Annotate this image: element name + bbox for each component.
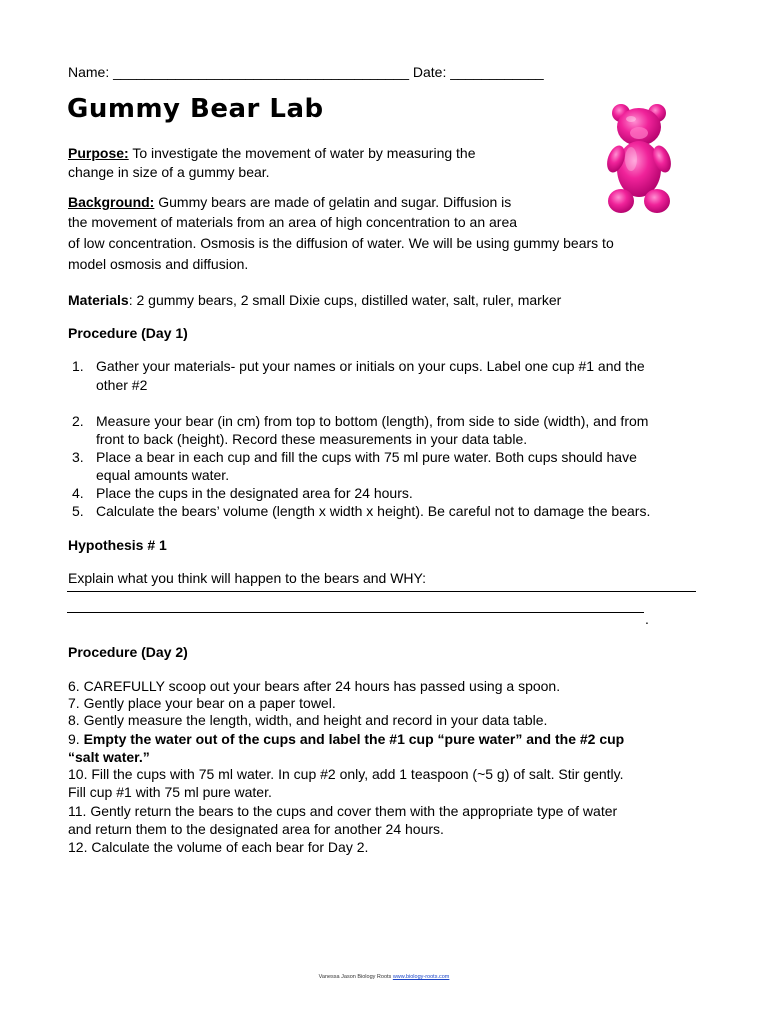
procedure2-step-9-cont: “salt water.” <box>68 749 150 765</box>
purpose-line-1 <box>68 144 476 162</box>
procedure2-step-12: 12. Calculate the volume of each bear for Day 2. <box>68 839 369 855</box>
purpose-text: To investigate the movement of water by measuring the <box>128 145 476 161</box>
footer-link[interactable]: www.biology-roots.com <box>392 974 450 980</box>
materials-line <box>68 291 561 309</box>
item-text: Place the cups in the designated area for 24 hours. <box>96 485 413 501</box>
procedure2-step-11: 11. Gently return the bears to the cups and cover them with the appropriate type of water <box>68 803 618 819</box>
item-number: 3. <box>72 449 84 465</box>
answer-end-period: . <box>645 611 649 627</box>
background-line-3: of low concentration. Osmosis is the diffusion of water. We will be using gummy bears to <box>68 235 614 251</box>
item-number: 4. <box>72 485 84 501</box>
item-text: Calculate the bears’ volume (length x width x height). Be careful not to damage the bears. <box>96 503 651 519</box>
item-text: Place a bear in each cup and fill the cups with 75 ml pure water. Both cups should have <box>96 449 637 465</box>
background-line-4: model osmosis and diffusion. <box>68 256 249 272</box>
answer-line-2[interactable] <box>67 612 644 613</box>
item-text: Gather your materials- put your names or initials on your cups. Label one cup #1 and the <box>96 358 645 374</box>
gummy-bear-image <box>603 103 675 215</box>
answer-line-1[interactable] <box>67 591 696 592</box>
materials-label: Materials <box>68 292 129 308</box>
name-date-line: Name: ______________________________________ Date: ____________ <box>68 64 544 80</box>
procedure-day1-heading: Procedure (Day 1) <box>68 325 188 341</box>
item-text: front to back (height). Record these measurements in your data table. <box>96 431 528 447</box>
page-title: Gummy Bear Lab <box>67 94 324 124</box>
procedure2-step-6: 6. CAREFULLY scoop out your bears after 24 hours has passed using a spoon. <box>68 678 561 694</box>
procedure2-step-10-cont: Fill cup #1 with 75 ml pure water. <box>68 784 272 800</box>
purpose-label: Purpose: <box>68 145 129 161</box>
footer <box>0 973 768 981</box>
procedure2-step-11-cont: and return them to the designated area for another 24 hours. <box>68 821 444 837</box>
purpose-line-2: change in size of a gummy bear. <box>68 164 270 180</box>
procedure2-step-7: 7. Gently place your bear on a paper towel. <box>68 695 336 711</box>
procedure2-step-9 <box>68 730 624 748</box>
item-number: 2. <box>72 413 84 429</box>
background-line-2: the movement of materials from an area of high concentration to an area <box>68 214 518 230</box>
procedure2-step-10: 10. Fill the cups with 75 ml water. In cup #2 only, add 1 teaspoon (~5 g) of salt. Stir gently. <box>68 766 624 782</box>
background-label: Background: <box>68 194 155 210</box>
procedure-day2-heading: Procedure (Day 2) <box>68 644 188 660</box>
item-text: Measure your bear (in cm) from top to bottom (length), from side to side (width), and from <box>96 413 649 429</box>
footer-credit: Vanessa Jason Biology Roots <box>318 974 393 980</box>
background-text: Gummy bears are made of gelatin and sugar. Diffusion is <box>154 194 512 210</box>
procedure2-step-8: 8. Gently measure the length, width, and height and record in your data table. <box>68 712 548 728</box>
materials-text: : 2 gummy bears, 2 small Dixie cups, distilled water, salt, ruler, marker <box>128 292 562 308</box>
step-number: 9. <box>68 731 84 747</box>
item-text: other #2 <box>96 377 148 393</box>
background-line-1 <box>68 193 511 211</box>
hypothesis-heading: Hypothesis # 1 <box>68 537 167 553</box>
item-number: 5. <box>72 503 84 519</box>
step-text-bold: Empty the water out of the cups and label the #1 cup “pure water” and the #2 cup <box>83 731 625 747</box>
hypothesis-prompt: Explain what you think will happen to the bears and WHY: <box>68 570 426 586</box>
item-number: 1. <box>72 358 84 374</box>
item-text: equal amounts water. <box>96 467 230 483</box>
